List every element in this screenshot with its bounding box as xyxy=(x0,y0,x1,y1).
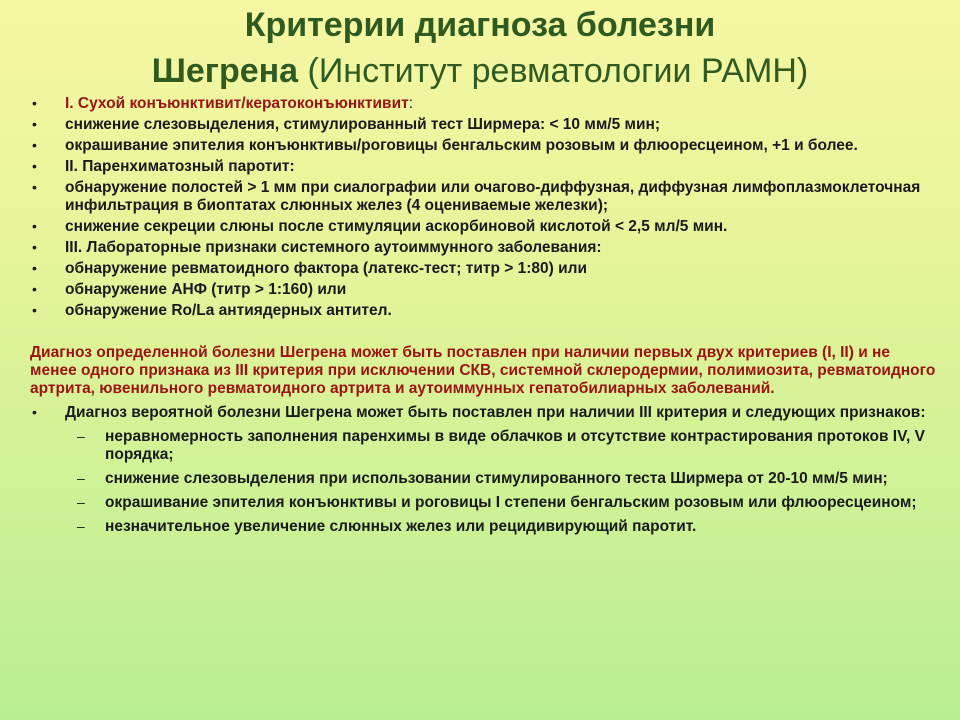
slide-content xyxy=(30,95,940,542)
probable-sign-item: – окрашивание эпителия конъюнктивы и роговицы I степени бенгальским розовым или флюоресцеином; xyxy=(65,494,940,512)
title-normal-part: (Институт ревматологии РАМН) xyxy=(307,52,809,90)
probable-sign-item: – незначительное увеличение слюнных желез или рецидивирующий паротит. xyxy=(65,518,940,536)
title-line-1: Критерии диагноза болезни xyxy=(244,6,716,44)
slide-title xyxy=(0,2,960,94)
criteria-item: • обнаружение ревматоидного фактора (латекс-тест; титр > 1:80) или xyxy=(30,260,940,278)
criteria-item: • снижение слезовыделения, стимулированный тест Ширмера: < 10 мм/5 мин; xyxy=(30,116,940,134)
criteria-list xyxy=(30,95,940,320)
probable-diagnosis-text: Диагноз вероятной болезни Шегрена может быть поставлен при наличии III критерия и следующих признаков: xyxy=(65,404,926,421)
criteria-item: • обнаружение АНФ (титр > 1:160) или xyxy=(30,281,940,299)
criteria-item: • обнаружение полостей > 1 мм при сиалографии или очагово-диффузная, диффузная лимфоплазмоклеточная инфильтрация в биоптатах слюнных желез (4 оцениваемые железки); xyxy=(30,179,940,215)
criterion-heading-1: I. Сухой конъюнктивит/кератоконъюнктивит xyxy=(65,95,409,112)
criteria-item: • I. Сухой конъюнктивит/кератоконъюнктивит: xyxy=(30,95,940,113)
criteria-item: • III. Лабораторные признаки системного аутоиммунного заболевания: xyxy=(30,239,940,257)
criteria-item: • снижение секреции слюны после стимуляции аскорбиновой кислотой < 2,5 мл/5 мин. xyxy=(30,218,940,236)
definite-diagnosis-paragraph: Диагноз определенной болезни Шегрена может быть поставлен при наличии первых двух критериев (I, II) и не менее одного признака из III критерия при исключении СКВ, системной склеродермии, полимиозита, ревматоидного артрита, ювенильного ревматоидного артрита и аутоиммунных гепатобилиарных заболеваний. xyxy=(30,344,936,397)
probable-diagnosis-list xyxy=(30,404,940,536)
title-line-2 xyxy=(0,48,960,94)
criteria-item: • II. Паренхиматозный паротит: xyxy=(30,158,940,176)
criteria-item: • обнаружение Ro/La антиядерных антител. xyxy=(30,302,940,320)
probable-sign-item: – снижение слезовыделения при использовании стимулированного теста Ширмера от 20-10 мм/5 мин; xyxy=(65,470,940,488)
probable-sign-item: – неравномерность заполнения паренхимы в виде облачков и отсутствие контрастирования протоков IV, V порядка; xyxy=(65,428,940,464)
criteria-item: • окрашивание эпителия конъюнктивы/роговицы бенгальским розовым и флюоресцеином, +1 и более. xyxy=(30,137,940,155)
probable-signs-list xyxy=(65,428,940,536)
probable-diagnosis-item xyxy=(30,404,940,536)
title-bold-part: Шегрена xyxy=(151,52,299,90)
